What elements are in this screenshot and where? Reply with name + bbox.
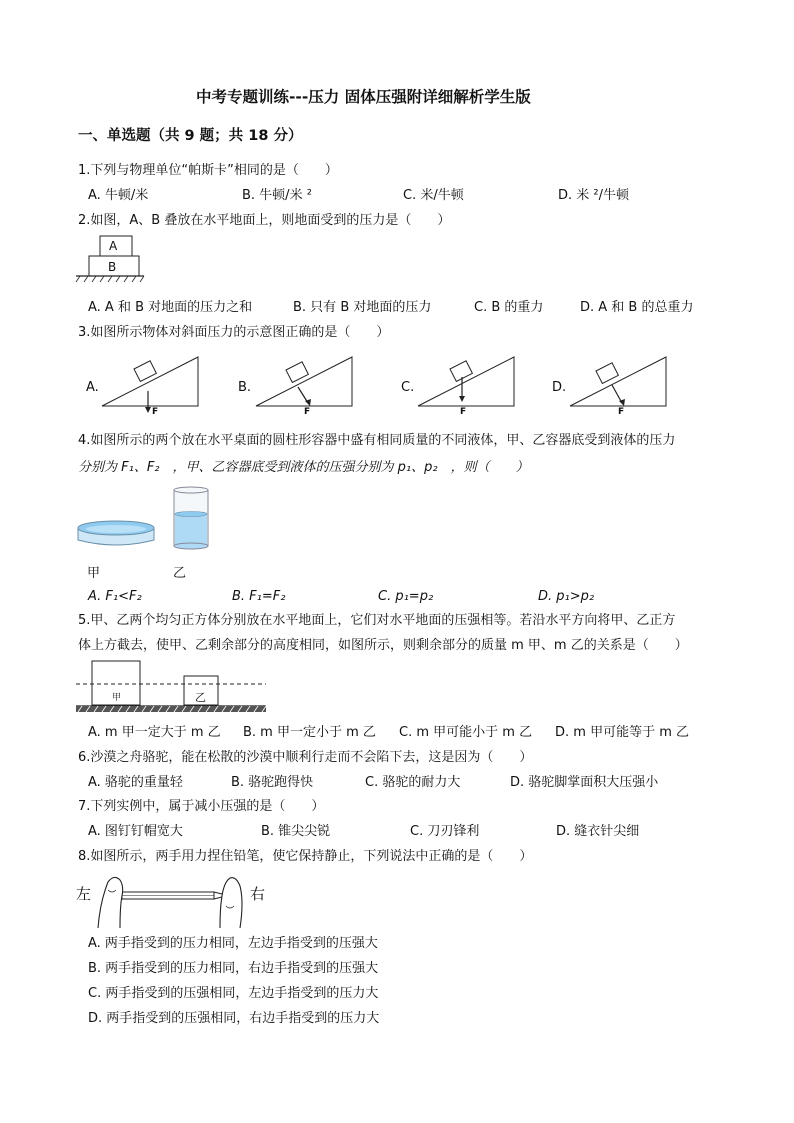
q4-option-d[interactable]: D. p₁>p₂ (538, 589, 595, 604)
q3-fig-c-force: F (460, 407, 467, 417)
q6-option-c[interactable]: C. 骆驼的耐力大 (365, 775, 461, 790)
q5-option-c[interactable]: C. m 甲可能小于 m 乙 (399, 725, 533, 740)
q6-option-a[interactable]: A. 骆驼的重量轻 (88, 775, 183, 790)
q4-stem-line1: 4.如图所示的两个放在水平桌面的圆柱形容器中盛有相同质量的不同液体，甲、乙容器底受到液体的压力 (78, 433, 676, 448)
q8-option-a[interactable]: A. 两手指受到的压力相同，左边手指受到的压强大 (88, 936, 378, 951)
q3-fig-c-label[interactable]: C. (401, 380, 415, 395)
q3-fig-b-label[interactable]: B. (238, 380, 252, 395)
q8-option-c[interactable]: C. 两手指受到的压强相同，左边手指受到的压力大 (88, 986, 379, 1001)
page-title: 中考专题训练---压力 固体压强附详细解析学生版 (196, 88, 531, 106)
q7-stem: 7.下列实例中，属于减小压强的是（ ） (78, 799, 325, 814)
q3-fig-a-label[interactable]: A. (86, 380, 99, 395)
q7-option-b[interactable]: B. 锥尖尖锐 (261, 824, 331, 839)
section-heading: 一、单选题（共 9 题；共 18 分） (78, 128, 303, 144)
q5-stem-line2: 体上方截去，使甲、乙剩余部分的高度相同，如图所示，则剩余部分的质量 m 甲、m 乙的关系是（ ） (78, 638, 688, 653)
q3-figure-c (418, 355, 518, 417)
q3-fig-d-label[interactable]: D. (552, 380, 567, 395)
q5-option-a[interactable]: A. m 甲一定大于 m 乙 (88, 725, 221, 740)
q7-option-c[interactable]: C. 刀刃锋利 (410, 824, 480, 839)
q4-label-yi: 乙 (173, 566, 187, 581)
q1-option-b[interactable]: B. 牛顿/米 ² (242, 188, 312, 203)
q2-block-b-label: B (108, 260, 117, 274)
q2-block-a-label: A (109, 239, 118, 253)
q6-option-b[interactable]: B. 骆驼跑得快 (231, 775, 314, 790)
q4-option-c[interactable]: C. p₁=p₂ (378, 589, 434, 604)
q5-cube-jia-label: 甲 (112, 693, 122, 703)
q7-option-a[interactable]: A. 图钉钉帽宽大 (88, 824, 183, 839)
q2-option-d[interactable]: D. A 和 B 的总重力 (580, 300, 694, 315)
q8-label-right: 右 (250, 885, 266, 903)
q2-stem: 2.如图，A、B 叠放在水平地面上，则地面受到的压力是（ ） (78, 213, 451, 228)
q8-label-left: 左 (76, 885, 92, 903)
q5-option-b[interactable]: B. m 甲一定小于 m 乙 (243, 725, 376, 740)
q8-figure-pencil-fingers (94, 872, 244, 932)
q4-label-jia: 甲 (87, 566, 101, 581)
q1-option-d[interactable]: D. 米 ²/牛顿 (558, 188, 629, 203)
q7-option-d[interactable]: D. 缝衣针尖细 (556, 824, 640, 839)
q8-stem: 8.如图所示，两手用力捏住铅笔，使它保持静止，下列说法中正确的是（ ） (78, 849, 533, 864)
q4-stem-line2: 分别为 F₁、F₂ ，甲、乙容器底受到液体的压强分别为 p₁、p₂ ，则（ ） (78, 460, 529, 475)
q2-option-c[interactable]: C. B 的重力 (474, 300, 544, 315)
q6-stem: 6.沙漠之舟骆驼，能在松散的沙漠中顺利行走而不会陷下去，这是因为（ ） (78, 750, 533, 765)
q2-option-b[interactable]: B. 只有 B 对地面的压力 (293, 300, 432, 315)
q1-option-a[interactable]: A. 牛顿/米 (88, 188, 149, 203)
q1-stem: 1.下列与物理单位“帕斯卡”相同的是（ ） (78, 163, 338, 178)
q3-fig-a-force: F (152, 407, 159, 417)
q4-option-b[interactable]: B. F₁=F₂ (232, 589, 286, 604)
q5-figure-cubes (76, 658, 268, 720)
q8-option-b[interactable]: B. 两手指受到的压力相同，右边手指受到的压强大 (88, 961, 379, 976)
q3-fig-d-force: F (618, 407, 625, 417)
q6-option-d[interactable]: D. 骆驼脚掌面积大压强小 (510, 775, 659, 790)
q5-stem-line1: 5.甲、乙两个均匀正方体分别放在水平地面上，它们对水平地面的压强相等。若沿水平方向将甲、乙正方 (78, 613, 676, 628)
q1-option-c[interactable]: C. 米/牛顿 (403, 188, 464, 203)
q4-figure-containers (76, 486, 216, 556)
q5-cube-yi-label: 乙 (195, 691, 206, 704)
q4-option-a[interactable]: A. F₁<F₂ (88, 589, 142, 604)
q3-fig-b-force: F (304, 407, 311, 417)
q3-stem: 3.如图所示物体对斜面压力的示意图正确的是（ ） (78, 325, 390, 340)
q5-option-d[interactable]: D. m 甲可能等于 m 乙 (555, 725, 689, 740)
q2-option-a[interactable]: A. A 和 B 对地面的压力之和 (88, 300, 253, 315)
q8-option-d[interactable]: D. 两手指受到的压强相同，右边手指受到的压力大 (88, 1011, 380, 1026)
